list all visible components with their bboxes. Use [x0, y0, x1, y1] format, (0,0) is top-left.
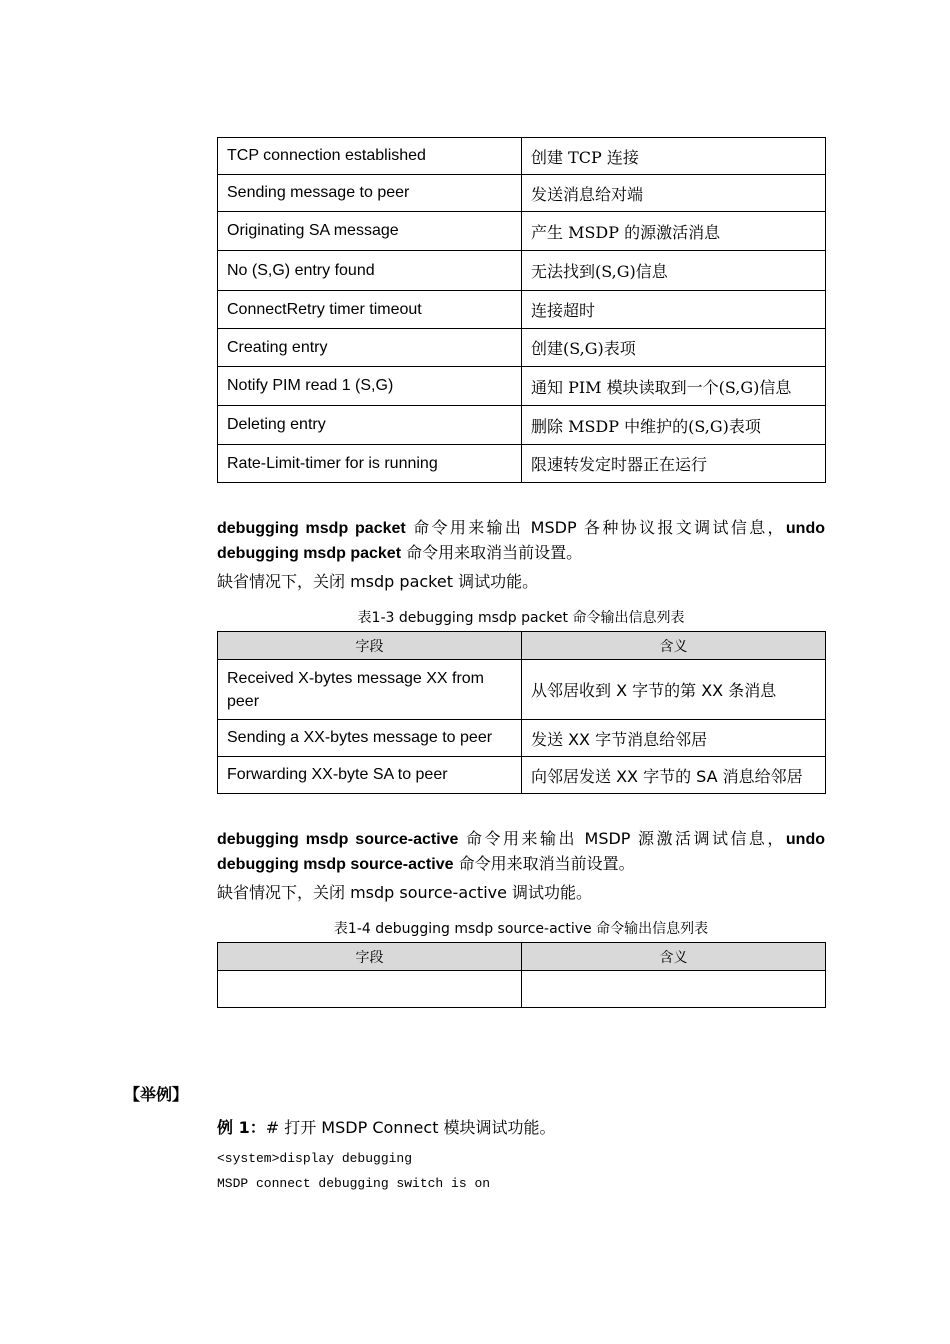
meaning-cell: 连接超时: [522, 291, 826, 329]
table-row: [218, 660, 826, 720]
code-line: <system>display debugging: [217, 1151, 413, 1166]
meaning-cell: 向邻居发送 XX 字节的 SA 消息给邻居: [522, 757, 826, 794]
field-cell: Creating entry: [218, 329, 522, 367]
table-row: [218, 291, 826, 329]
field-cell: TCP connection established: [218, 138, 522, 175]
sa-default-text: 缺省情况下，关闭 msdp source-active 调试功能。: [217, 883, 593, 902]
command-name: debugging msdp source-active: [217, 831, 459, 848]
table-row: [218, 971, 826, 1008]
command-name: debugging msdp source-active: [217, 856, 454, 873]
table-row: [218, 251, 826, 291]
sa-command-description: [217, 827, 825, 877]
meaning-cell: 创建 TCP 连接: [522, 138, 826, 175]
field-cell: Notify PIM read 1 (S,G): [218, 367, 522, 406]
field-cell: Originating SA message: [218, 212, 522, 251]
column-header-field: 字段: [218, 632, 522, 660]
table-row: [218, 212, 826, 251]
packet-default-text: 缺省情况下，关闭 msdp packet 调试功能。: [217, 572, 539, 591]
field-cell: ConnectRetry timer timeout: [218, 291, 522, 329]
example-text: # 打开 MSDP Connect 模块调试功能。: [265, 1118, 556, 1137]
table-row: [218, 445, 826, 483]
field-cell: Received X-bytes message XX from peer: [218, 660, 522, 720]
packet-command-description: [217, 516, 825, 566]
meaning-cell: 创建(S,G)表项: [522, 329, 826, 367]
column-header-meaning: 含义: [522, 943, 826, 971]
table-row: [218, 329, 826, 367]
description-text: 命令用来取消当前设置。: [453, 854, 635, 873]
example-heading: 【举例】: [124, 1085, 189, 1104]
example-description: [217, 1116, 825, 1141]
field-cell: No (S,G) entry found: [218, 251, 522, 291]
table-msdp-event-fields: [217, 137, 826, 483]
meaning-cell: 产生 MSDP 的源激活消息: [522, 212, 826, 251]
table-row: [218, 757, 826, 794]
table-row: [218, 406, 826, 445]
meaning-cell: 从邻居收到 X 字节的第 XX 条消息: [522, 660, 826, 720]
field-cell: Sending message to peer: [218, 175, 522, 212]
example-label: 例 1：: [217, 1118, 266, 1137]
undo-keyword: undo: [785, 520, 825, 537]
table-header-row: [218, 632, 826, 660]
table-row: [218, 367, 826, 406]
field-cell: Rate-Limit-timer for is running: [218, 445, 522, 483]
meaning-cell: 删除 MSDP 中维护的(S,G)表项: [522, 406, 826, 445]
meaning-cell: [522, 971, 826, 1008]
field-cell: [218, 971, 522, 1008]
meaning-cell: 发送 XX 字节消息给邻居: [522, 720, 826, 757]
meaning-cell: 无法找到(S,G)信息: [522, 251, 826, 291]
table-packet-fields: [217, 631, 826, 794]
field-cell: Sending a XX-bytes message to peer: [218, 720, 522, 757]
command-name: debugging msdp packet: [217, 520, 406, 537]
table-row: [218, 720, 826, 757]
table-row: [218, 138, 826, 175]
table-caption: 表1-4 debugging msdp source-active 命令输出信息列表: [333, 921, 709, 937]
table-row: [218, 175, 826, 212]
table-caption: 表1-3 debugging msdp packet 命令输出信息列表: [357, 610, 685, 626]
meaning-cell: 通知 PIM 模块读取到一个(S,G)信息: [522, 367, 826, 406]
column-header-field: 字段: [218, 943, 522, 971]
undo-keyword: undo: [785, 831, 825, 848]
description-text: 命令用来输出 MSDP 源激活调试信息，: [458, 829, 786, 848]
code-line: MSDP connect debugging switch is on: [217, 1176, 491, 1191]
field-cell: Deleting entry: [218, 406, 522, 445]
description-text: 命令用来输出 MSDP 各种协议报文调试信息，: [405, 518, 786, 537]
command-name: debugging msdp packet: [217, 545, 402, 562]
field-cell: Forwarding XX-byte SA to peer: [218, 757, 522, 794]
meaning-cell: 发送消息给对端: [522, 175, 826, 212]
column-header-meaning: 含义: [522, 632, 826, 660]
meaning-cell: 限速转发定时器正在运行: [522, 445, 826, 483]
description-text: 命令用来取消当前设置。: [401, 543, 583, 562]
table-header-row: [218, 943, 826, 971]
table-sa-fields: [217, 942, 826, 1008]
